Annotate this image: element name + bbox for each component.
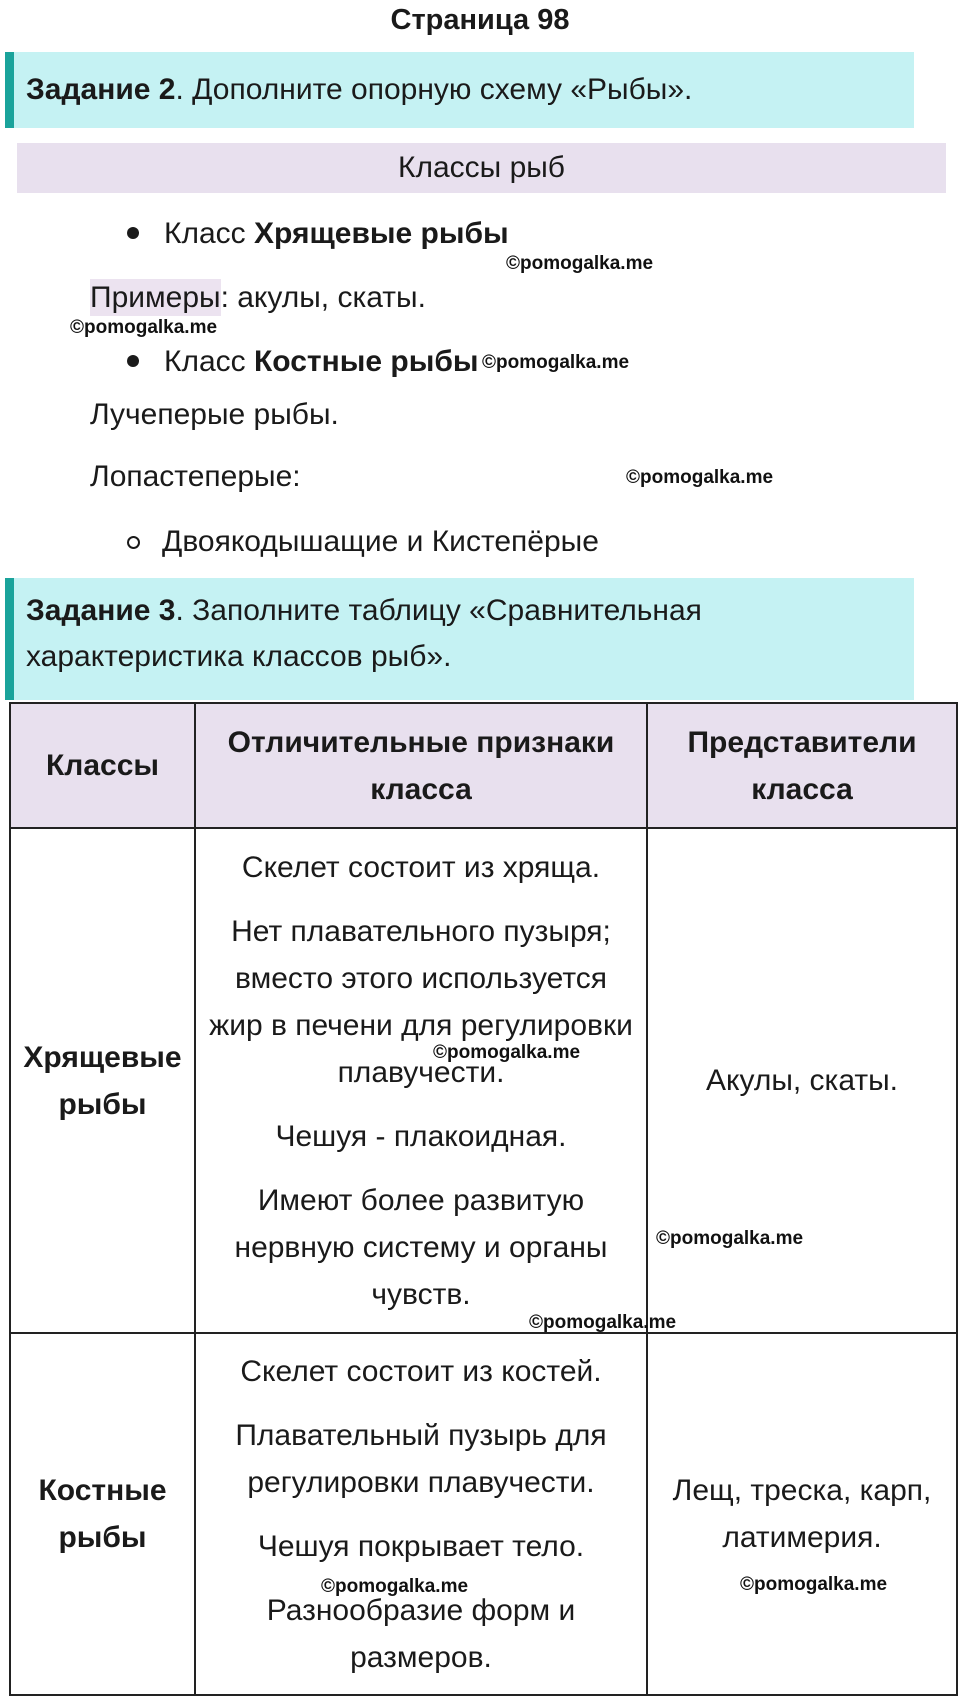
row-features xyxy=(195,1333,647,1695)
watermark: ©pomogalka.me xyxy=(656,1228,804,1249)
bullet-dot-icon xyxy=(127,227,139,239)
header-classes: Классы xyxy=(10,703,195,828)
watermark: ©pomogalka.me xyxy=(626,467,774,488)
feature-item: Разнообразие форм и размеров. xyxy=(266,1593,576,1674)
task-2-text: . Дополните опорную схему «Рыбы». xyxy=(175,73,693,106)
feature-item: Скелет состоит из костей. xyxy=(240,1354,602,1388)
watermark: ©pomogalka.me xyxy=(321,1576,469,1597)
task-2-banner xyxy=(5,52,914,128)
feature-item: Плавательный пузырь для регулировки плавучести. xyxy=(235,1418,607,1499)
watermark: ©pomogalka.me xyxy=(70,317,218,338)
lobe-finned-line: Лопастеперые: xyxy=(90,460,301,493)
watermark: ©pomogalka.me xyxy=(506,253,654,274)
sub-bullet-lungfish xyxy=(127,522,599,562)
feature-item: Чешуя покрывает тело. xyxy=(257,1529,585,1563)
bullet-cartilaginous: Класс Хрящевые рыбы xyxy=(127,214,509,254)
task-3-label: Задание 3 xyxy=(26,594,176,627)
bullet-dot-icon xyxy=(127,355,139,367)
row-class-name: Хрящевые рыбы xyxy=(10,828,195,1333)
watermark: ©pomogalka.me xyxy=(482,352,630,373)
ray-finned-line: Лучеперые рыбы. xyxy=(90,398,339,431)
row-representatives: Лещ, треска, карп, латимерия. xyxy=(647,1333,957,1695)
header-representatives: Представители класса xyxy=(647,703,957,828)
watermark: ©pomogalka.me xyxy=(529,1312,677,1333)
row-features xyxy=(195,828,647,1333)
row-representatives: Акулы, скаты. xyxy=(647,828,957,1333)
feature-item: Скелет состоит из хряща. xyxy=(241,850,601,884)
row-class-name: Костные рыбы xyxy=(10,1333,195,1695)
sub-item-text: Двоякодышащие и Кистепёрые xyxy=(162,525,599,558)
examples-label: Примеры xyxy=(90,281,221,314)
feature-item: Нет плавательного пузыря; вместо этого используется жир в печени для регулировки плавучести. xyxy=(209,914,633,1089)
table-row xyxy=(10,828,957,1333)
task-2-label: Задание 2 xyxy=(26,73,176,106)
header-features: Отличительные признаки класса xyxy=(195,703,647,828)
table-header-row xyxy=(10,703,957,828)
watermark: ©pomogalka.me xyxy=(740,1574,888,1595)
watermark: ©pomogalka.me xyxy=(433,1042,581,1063)
task-3-text-line2: характеристика классов рыб». xyxy=(26,640,452,673)
task-3-text-line1: . Заполните таблицу «Сравнительная xyxy=(175,594,702,627)
bullet-circle-icon xyxy=(127,536,140,549)
bullet-bony: Класс Костные рыбы xyxy=(127,342,478,382)
table-row xyxy=(10,1333,957,1695)
task-3-banner xyxy=(5,578,914,700)
feature-item: Имеют более развитую нервную систему и органы чувств. xyxy=(234,1183,608,1311)
examples-text: : акулы, скаты. xyxy=(220,281,426,314)
feature-item: Чешуя - плакоидная. xyxy=(275,1119,567,1153)
section-header-fish-classes: Классы рыб xyxy=(17,143,946,193)
examples-line xyxy=(90,278,426,318)
class-name-cartilaginous: Хрящевые рыбы xyxy=(254,217,509,250)
comparison-table xyxy=(9,702,958,1696)
page-title: Страница 98 xyxy=(390,4,570,36)
class-name-bony: Костные рыбы xyxy=(254,345,479,378)
